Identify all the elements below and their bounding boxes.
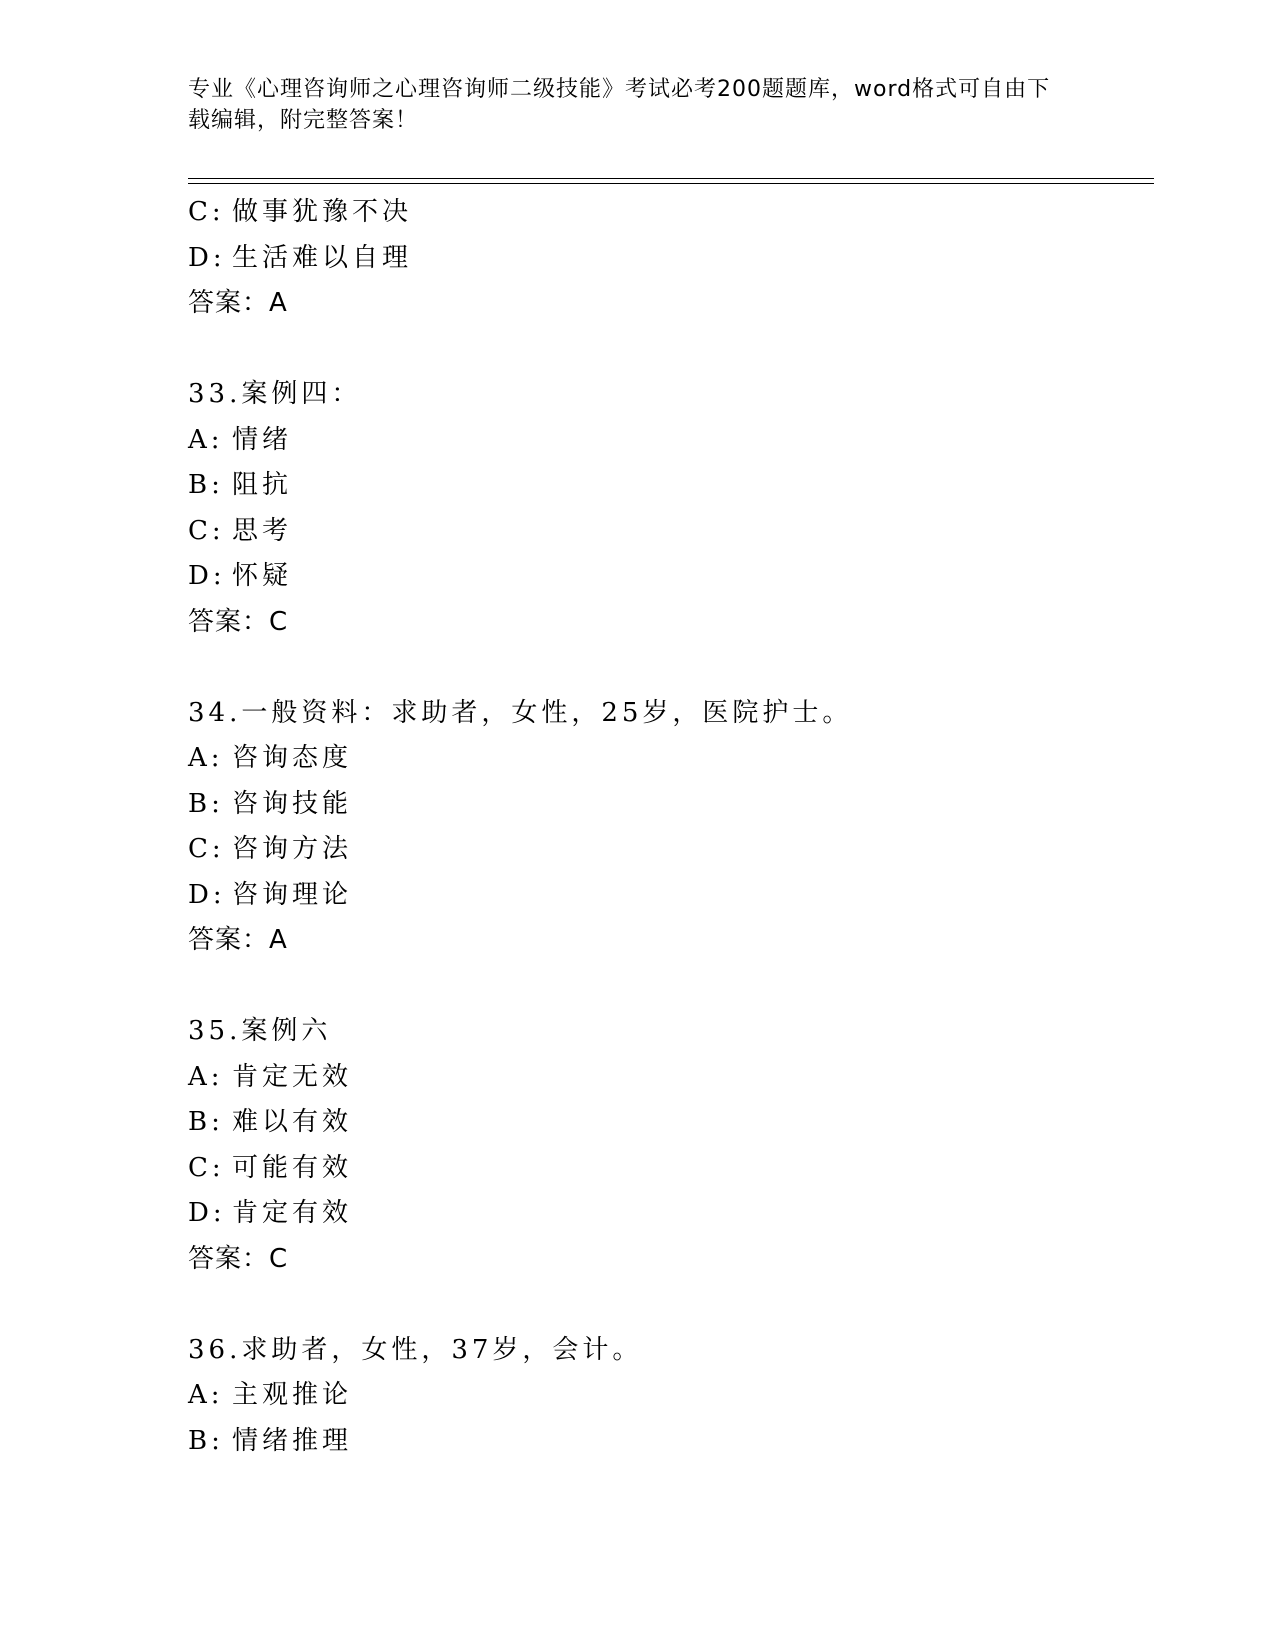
question-title: 34.一般资料：求助者，女性，25岁，医院护士。 (188, 697, 853, 728)
option-c: C: 咨询方法 (188, 834, 353, 864)
answer-line: 答案：C (188, 606, 289, 637)
header-divider-top (188, 178, 1154, 179)
option-a: A: 主观推论 (188, 1380, 353, 1410)
option-c: C: 思考 (188, 515, 293, 546)
spacer (188, 327, 1148, 373)
option-a: A: 肯定无效 (188, 1061, 353, 1092)
answer-line: 答案：A (188, 925, 288, 955)
option-b: B: 咨询技能 (188, 788, 353, 819)
question-35 (188, 1009, 1148, 1282)
option-b: B: 难以有效 (188, 1107, 353, 1137)
option-a: A: 情绪 (188, 424, 293, 455)
question-34 (188, 691, 1148, 964)
question-33 (188, 372, 1148, 645)
answer-line: 答案：C (188, 1243, 289, 1274)
option-d: D: 生活难以自理 (188, 242, 413, 273)
option-b: B: 阻抗 (188, 470, 293, 500)
answer-line: 答案：A (188, 288, 288, 318)
spacer (188, 964, 1148, 1010)
option-b: B: 情绪推理 (188, 1425, 353, 1456)
option-d: D: 肯定有效 (188, 1198, 353, 1228)
option-c: C: 可能有效 (188, 1152, 353, 1183)
question-title: 35.案例六 (188, 1016, 332, 1046)
question-36 (188, 1328, 1148, 1465)
option-c: C: 做事犹豫不决 (188, 197, 413, 227)
option-a: A: 咨询态度 (188, 743, 353, 773)
header-divider-bottom (188, 183, 1154, 184)
question-list (188, 190, 1148, 1464)
spacer (188, 645, 1148, 691)
option-d: D: 怀疑 (188, 561, 293, 591)
question-title: 33.案例四： (188, 379, 362, 409)
document-header: 专业《心理咨询师之心理咨询师二级技能》考试必考200题题库，word格式可自由下载编辑，附完整答案！ (188, 77, 1051, 133)
question-title: 36.求助者，女性，37岁，会计。 (188, 1334, 643, 1365)
option-d: D: 咨询理论 (188, 879, 353, 910)
question-32-continued (188, 190, 1148, 327)
spacer (188, 1282, 1148, 1328)
